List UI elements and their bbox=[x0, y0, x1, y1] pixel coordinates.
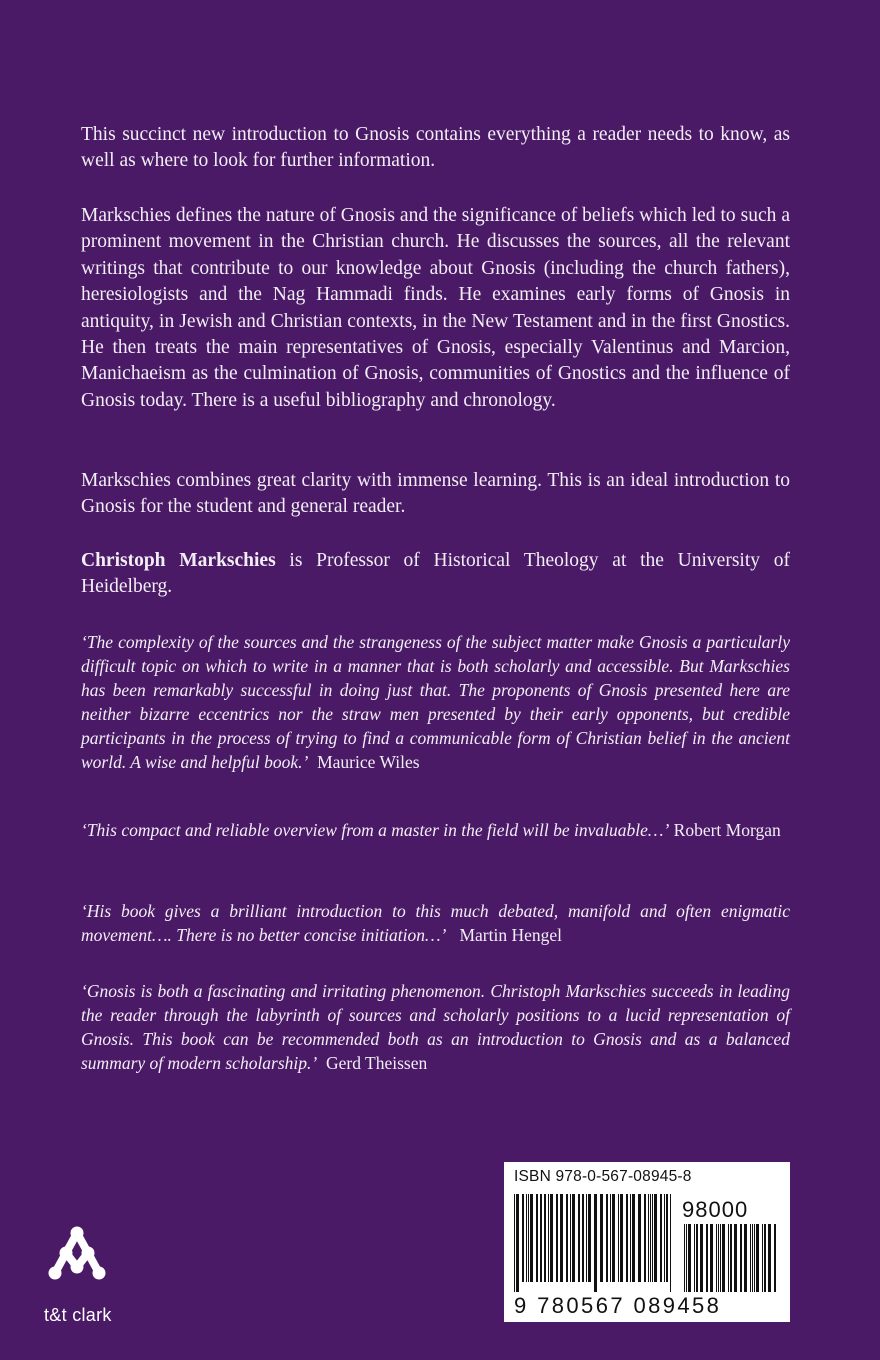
barcode-bar bbox=[612, 1194, 615, 1282]
barcode-bar bbox=[618, 1194, 619, 1282]
price-addon-barcode-bars bbox=[684, 1224, 780, 1292]
barcode-bar bbox=[550, 1194, 553, 1282]
ean-barcode-bars bbox=[514, 1194, 674, 1292]
review-quote-text: ‘Gnosis is both a fascinating and irritating phenomenon. Christoph Markschies succeeds in leading the reader through the labyrinth of sources and scholarly positions to a lucid representation of Gnosis. This book can be recommended both as an introduction to Gnosis and as a balanced summary of modern scholarship.’ bbox=[81, 981, 790, 1074]
review-quote bbox=[81, 899, 790, 947]
barcode-bar bbox=[522, 1194, 524, 1282]
barcode-bar bbox=[610, 1194, 611, 1282]
review-quote-text: ‘The complexity of the sources and the strangeness of the subject matter make Gnosis a particularly difficult topic on which to write in a manner that is both scholarly and accessible. But Markschies has been remarkably successful in doing just that. The proponents of Gnosis presented here are neither bizarre eccentrics nor the straw men presented by their early opponents, but credible participants in the process of trying to find a communicable form of Christian belief in the ancient world. A wise and helpful book.’ bbox=[81, 632, 790, 773]
reviewer-name: Robert Morgan bbox=[673, 820, 781, 840]
barcode-bar bbox=[660, 1194, 662, 1282]
barcode-bar bbox=[530, 1194, 533, 1282]
barcode-bar bbox=[666, 1194, 668, 1282]
review-quote bbox=[81, 979, 790, 1075]
price-code: 98000 bbox=[682, 1197, 749, 1222]
barcode-bar bbox=[516, 1194, 519, 1292]
barcode-bar bbox=[774, 1224, 776, 1292]
reviewer-name: Martin Hengel bbox=[459, 925, 563, 946]
barcode-bar bbox=[578, 1194, 580, 1282]
review-quote bbox=[81, 630, 790, 775]
barcode-bar bbox=[626, 1194, 628, 1282]
author-bio bbox=[81, 548, 790, 601]
barcode-bar bbox=[638, 1194, 641, 1282]
barcode-bar bbox=[684, 1224, 685, 1292]
barcode-bar bbox=[744, 1224, 747, 1292]
barcode-bar bbox=[582, 1194, 584, 1282]
barcode-bar bbox=[548, 1194, 549, 1282]
ean-digits: 9 780567 089458 bbox=[514, 1293, 722, 1318]
review-quote-text: ‘His book gives a brilliant introduction to this much debated, manifold and often enigmatic movement…. There is no better concise initiation…’ bbox=[81, 901, 790, 946]
barcode-bar bbox=[650, 1194, 651, 1282]
continuum-dots-logo-icon bbox=[47, 1226, 107, 1298]
barcode-bar bbox=[648, 1194, 649, 1282]
barcode-bar bbox=[670, 1194, 671, 1292]
barcode-bar bbox=[664, 1194, 665, 1282]
barcode-bar bbox=[752, 1224, 753, 1292]
barcode-bar bbox=[566, 1194, 568, 1282]
barcode-bar bbox=[632, 1194, 635, 1282]
publisher-name: t&t clark bbox=[44, 1305, 112, 1325]
barcode-bar bbox=[716, 1224, 717, 1292]
blurb-summary-paragraph: Markschies defines the nature of Gnosis and the significance of beliefs which led to such a prominent movement in the Christian church. He discusses the sources, all the relevant writings that contribute to our knowledge about Gnosis (including the church fathers), heresiologists and the Nag Hammadi finds. He examines early forms of Gnosis in antiquity, in Jewish and Christian contexts, in the New Testament and in the first Gnostics. He then treats the main representatives of Gnosis, especially Valentinus and Marcion, Manichaeism as the culmination of Gnosis, communities of Gnostics and the influence of Gnosis today. There is a useful bibliography and chronology. bbox=[81, 205, 790, 411]
barcode-bar bbox=[718, 1224, 719, 1292]
barcode-bar bbox=[570, 1194, 571, 1282]
barcode-bar bbox=[526, 1194, 527, 1282]
barcode-box bbox=[504, 1162, 790, 1322]
barcode-bar bbox=[756, 1224, 759, 1292]
barcode-bar bbox=[556, 1194, 558, 1282]
barcode-bar bbox=[720, 1224, 721, 1292]
barcode-bar bbox=[586, 1194, 587, 1282]
review-quote bbox=[81, 818, 790, 842]
barcode-bar bbox=[540, 1194, 542, 1282]
barcode-bar bbox=[754, 1224, 755, 1292]
barcode-bar bbox=[588, 1194, 591, 1282]
barcode-bar bbox=[722, 1224, 725, 1292]
barcode-bar bbox=[600, 1194, 603, 1282]
barcode-bar bbox=[536, 1194, 538, 1282]
barcode-bar bbox=[764, 1224, 766, 1292]
barcode-bar bbox=[694, 1224, 695, 1292]
barcode-bar bbox=[644, 1194, 646, 1282]
barcode-bar bbox=[728, 1224, 729, 1292]
barcode-bar bbox=[560, 1194, 563, 1282]
barcode-bar bbox=[654, 1194, 657, 1282]
barcode-bar bbox=[652, 1194, 653, 1282]
barcode-bar bbox=[572, 1194, 575, 1282]
barcode-bar bbox=[706, 1224, 708, 1292]
barcode-bar bbox=[630, 1194, 631, 1282]
barcode-bar bbox=[528, 1194, 529, 1282]
barcode-bar bbox=[730, 1224, 732, 1292]
barcode-bar bbox=[700, 1224, 703, 1292]
barcode-bar bbox=[514, 1194, 515, 1292]
barcode-bar bbox=[686, 1224, 687, 1292]
reviewer-name: Maurice Wiles bbox=[317, 752, 420, 773]
barcode-bar bbox=[750, 1224, 751, 1292]
barcode-bar bbox=[688, 1224, 691, 1292]
barcode-bar bbox=[594, 1194, 597, 1292]
barcode-bar bbox=[544, 1194, 546, 1282]
blurb-praise-paragraph: Markschies combines great clarity with immense learning. This is an ideal introduction to Gnosis for the student and general reader. bbox=[81, 470, 790, 518]
reviewer-name: Gerd Theissen bbox=[326, 1053, 428, 1074]
barcode-bar bbox=[768, 1224, 771, 1292]
barcode-bar bbox=[710, 1224, 713, 1292]
barcode-bar bbox=[606, 1194, 608, 1282]
barcode-bar bbox=[620, 1194, 623, 1282]
blurb-intro-paragraph: This succinct new introduction to Gnosis contains everything a reader needs to know, as well as where to look for further information. bbox=[81, 124, 790, 172]
author-bio-text: is Professor of Historical Theology at the University of Heidelberg. bbox=[81, 550, 790, 598]
barcode-bar bbox=[696, 1224, 698, 1292]
barcode-bar bbox=[740, 1224, 742, 1292]
barcode-bar bbox=[762, 1224, 763, 1292]
isbn-label: ISBN 978-0-567-08945-8 bbox=[514, 1168, 692, 1185]
author-name: Christoph Markschies bbox=[81, 550, 276, 571]
review-quote-text: ‘This compact and reliable overview from a master in the field will be invaluable…’ bbox=[81, 820, 670, 840]
barcode-bar bbox=[734, 1224, 737, 1292]
